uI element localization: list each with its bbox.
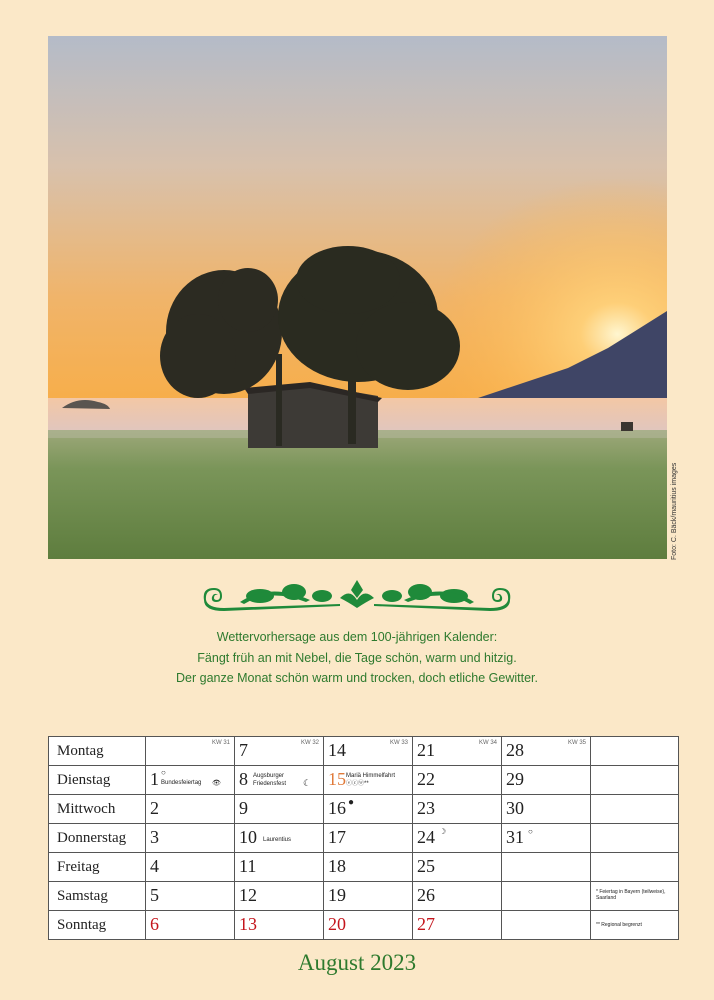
day-number-holiday: 15	[328, 769, 346, 789]
notes-cell	[591, 737, 679, 766]
notes-cell	[591, 853, 679, 882]
day-cell	[146, 737, 235, 766]
day-cell	[324, 737, 413, 766]
day-cell	[413, 824, 502, 853]
holiday-note: Mariä Himmelfahrt	[346, 773, 396, 779]
footnote-holiday: * Feiertag in Bayern (teilweise),	[596, 889, 666, 895]
day-number-sunday: 13	[239, 914, 257, 934]
day-number: 12	[239, 885, 257, 905]
holiday-note: Friedensfest	[253, 781, 287, 787]
day-cell	[235, 882, 324, 911]
day-number: 22	[417, 769, 435, 789]
day-cell	[235, 824, 324, 853]
day-number: 18	[328, 856, 346, 876]
day-number: 30	[506, 798, 524, 818]
day-cell	[413, 882, 502, 911]
day-number-sunday: 20	[328, 914, 346, 934]
day-cell	[235, 911, 324, 940]
day-number: 8	[239, 769, 248, 789]
weekday-label: Freitag	[49, 853, 146, 882]
day-cell	[413, 766, 502, 795]
week-number: KW 35	[567, 740, 586, 746]
day-number: 16	[328, 798, 346, 818]
footnote-holiday-region: Saarland	[596, 895, 617, 901]
day-cell	[324, 911, 413, 940]
weather-text-line-1: Wettervorhersage aus dem 100-jährigen Kalender:	[216, 630, 498, 644]
day-number: 9	[239, 798, 248, 818]
day-number: 31	[506, 827, 524, 847]
day-cell	[146, 824, 235, 853]
day-cell	[324, 882, 413, 911]
weather-text-line-3: Der ganze Monat schön warm und trocken, doch etliche Gewitter.	[176, 671, 538, 685]
notes-cell	[591, 795, 679, 824]
week-number: KW 31	[211, 740, 230, 746]
day-cell	[235, 795, 324, 824]
day-number: 17	[328, 827, 346, 847]
footnote-cell	[591, 911, 679, 940]
day-cell	[413, 737, 502, 766]
day-cell	[235, 853, 324, 882]
calendar-row-wednesday	[49, 795, 679, 824]
day-cell	[502, 824, 591, 853]
day-number: 23	[417, 798, 435, 818]
week-number: KW 32	[300, 740, 319, 746]
day-cell	[502, 882, 591, 911]
day-number: 3	[150, 827, 159, 847]
ornament-divider	[200, 578, 514, 616]
photo-credit: Foto: C. Bäck/mauritius images	[671, 462, 678, 560]
day-number: 2	[150, 798, 159, 818]
day-cell	[502, 766, 591, 795]
day-cell	[502, 795, 591, 824]
holiday-note: Augsburger	[253, 773, 285, 779]
month-title: August 2023	[297, 950, 417, 975]
calendar-row-sunday	[49, 911, 679, 940]
footnote-regional: ** Regional begrenzt	[596, 922, 642, 928]
full-moon-icon: ○	[161, 768, 166, 777]
weekday-label: Mittwoch	[49, 795, 146, 824]
name-day-note: Laurentius	[263, 837, 292, 843]
day-cell	[146, 853, 235, 882]
full-moon-icon: ○	[528, 827, 533, 836]
calendar-row-monday	[49, 737, 679, 766]
day-number: 28	[506, 740, 524, 760]
day-number: 25	[417, 856, 435, 876]
day-cell	[502, 911, 591, 940]
calendar-row-friday	[49, 853, 679, 882]
week-number: KW 33	[389, 740, 408, 746]
day-cell	[324, 853, 413, 882]
weekday-label: Samstag	[49, 882, 146, 911]
day-cell	[413, 853, 502, 882]
calendar-row-thursday	[49, 824, 679, 853]
day-number: 21	[417, 740, 435, 760]
day-number: 29	[506, 769, 524, 789]
day-cell	[235, 737, 324, 766]
eye-icon: 👁	[212, 779, 221, 787]
day-number: 11	[239, 856, 257, 876]
day-cell	[235, 766, 324, 795]
day-number: 7	[239, 740, 248, 760]
footnote-cell	[591, 882, 679, 911]
day-cell	[146, 766, 235, 795]
day-number: 26	[417, 885, 435, 905]
day-cell	[502, 853, 591, 882]
weather-text-line-2: Fängt früh an mit Nebel, die Tage schön, warm und hitzig.	[197, 650, 517, 665]
day-cell	[146, 795, 235, 824]
weather-forecast-text	[100, 627, 614, 689]
weekday-label: Sonntag	[49, 911, 146, 940]
day-number: 4	[150, 856, 159, 876]
notes-cell	[591, 766, 679, 795]
day-number: 5	[150, 885, 159, 905]
day-cell	[146, 911, 235, 940]
calendar-row-tuesday	[49, 766, 679, 795]
day-cell	[324, 766, 413, 795]
day-number: 1	[150, 769, 159, 789]
day-number-sunday: 27	[417, 914, 435, 934]
weekday-label: Dienstag	[49, 766, 146, 795]
landscape-photo	[48, 36, 667, 559]
notes-cell	[591, 824, 679, 853]
calendar-row-saturday	[49, 882, 679, 911]
holiday-region-icons: ⓔⓒⓦ**	[346, 781, 369, 787]
new-moon-icon: ●	[348, 797, 355, 808]
weekday-label: Montag	[49, 737, 146, 766]
day-number-sunday: 6	[150, 914, 159, 934]
week-number: KW 34	[478, 740, 497, 746]
holiday-note: Bundesfeiertag	[161, 780, 202, 786]
day-cell	[413, 795, 502, 824]
day-number: 24	[417, 827, 435, 847]
day-cell	[413, 911, 502, 940]
day-cell	[146, 882, 235, 911]
day-cell	[324, 824, 413, 853]
weekday-label: Donnerstag	[49, 824, 146, 853]
first-quarter-moon-icon: ☽	[439, 827, 447, 836]
day-number: 10	[239, 827, 257, 847]
calendar-grid	[48, 736, 679, 940]
day-cell	[324, 795, 413, 824]
day-cell	[502, 737, 591, 766]
day-number: 19	[328, 885, 346, 905]
last-quarter-moon-icon: ☾	[303, 778, 312, 788]
day-number: 14	[328, 740, 346, 760]
